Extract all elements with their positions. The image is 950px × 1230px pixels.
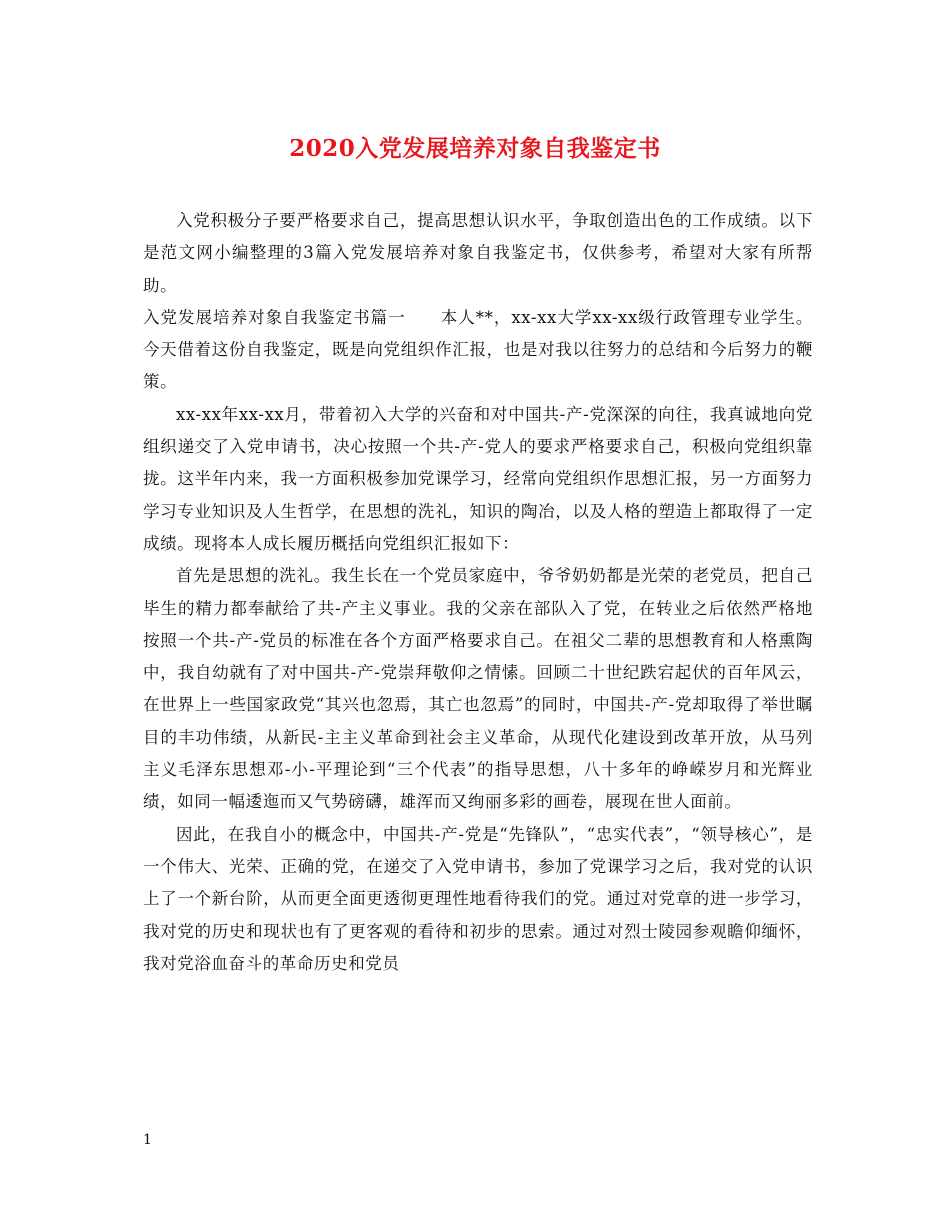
paragraph-part-one: 入党发展培养对象自我鉴定书篇一 本人**，xx-xx大学xx-xx级行政管理专业学生。今天借着这份自我鉴定，既是向党组织作汇报，也是对我以往努力的总结和今后努力的鞭策。	[143, 307, 813, 392]
document-title: 2020入党发展培养对象自我鉴定书	[289, 135, 661, 162]
paragraph-thought: 首先是思想的洗礼。我生长在一个党员家庭中，爷爷奶奶都是光荣的老党员，把自己毕生的精力都奉献给了共-产主义事业。我的父亲在部队入了党，在转业之后依然严格地按照一个共-产-党员的标准在各个方面严格要求自己。在祖父二辈的思想教育和人格熏陶中，我自幼就有了对中国共-产-党崇拜敬仰之情愫。回顾二十世纪跌宕起伏的百年风云，在世界上一些国家政党“其兴也忽焉，其亡也忽焉”的同时，中国共-产-党却取得了举世瞩目的丰功伟绩，从新民-主主义革命到社会主义革命，从现代化建设到改革开放，从马列主义毛泽东思想邓-小-平理论到“三个代表”的指导思想，八十多年的峥嵘岁月和光辉业绩，如同一幅逶迤而又气势磅礴，雄浑而又绚丽多彩的画卷，展现在世人面前。	[143, 566, 813, 812]
paragraph-application: xx-xx年xx-xx月，带着初入大学的兴奋和对中国共-产-党深深的向往，我真诚地向党组织递交了入党申请书，决心按照一个共-产-党人的要求严格要求自己，积极向党组织靠拢。这半年内来，我一方面积极参加党课学习，经常向党组织作思想汇报，另一方面努力学习专业知识及人生哲学，在思想的洗礼，知识的陶冶，以及人格的塑造上都取得了一定成绩。现将本人成长履历概括向党组织汇报如下：	[143, 404, 813, 553]
paragraph-intro: 入党积极分子要严格要求自己，提高思想认识水平，争取创造出色的工作成绩。以下是范文网小编整理的3篇入党发展培养对象自我鉴定书，仅供参考，希望对大家有所帮助。	[143, 211, 813, 295]
paragraph-understanding: 因此，在我自小的概念中，中国共-产-党是“先锋队”，“忠实代表”，“领导核心”，是一个伟大、光荣、正确的党，在递交了入党申请书，参加了党课学习之后，我对党的认识上了一个新台阶，从而更全面更透彻更理性地看待我们的党。通过对党章的进一步学习，我对党的历史和现状也有了更客观的看待和初步的思索。通过对烈士陵园参观瞻仰缅怀，我对党浴血奋斗的革命历史和党员	[143, 824, 813, 973]
document-body	[143, 205, 813, 980]
page-number: 1	[143, 1132, 152, 1148]
